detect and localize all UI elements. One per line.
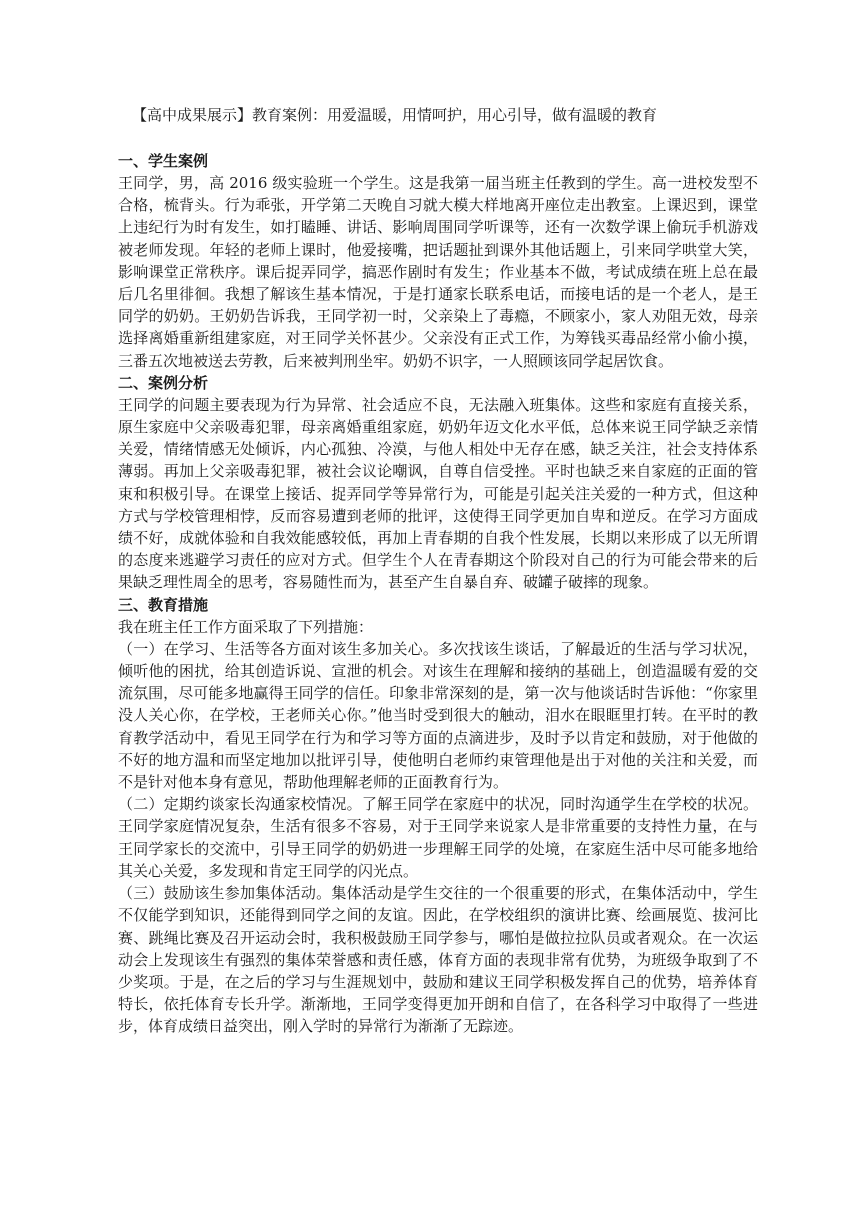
document-page (118, 104, 758, 1038)
paragraph: （三）鼓励该生参加集体活动。集体活动是学生交往的一个很重要的形式，在集体活动中，学生不仅能学到知识，还能得到同学之间的友谊。因此，在学校组织的演讲比赛、绘画展览、拔河比赛、跳绳比赛及召开运动会时，我积极鼓励王同学参与，哪怕是做拉拉队员或者观众。在一次运动会上发现该生有强烈的集体荣誉感和责任感，体育方面的表现非常有优势，为班级争取到了不少奖项。于是，在之后的学习与生涯规划中，鼓励和建议王同学积极发挥自己的优势，培养体育特长，依托体育专长升学。渐渐地，王同学变得更加开朗和自信了，在各科学习中取得了一些进步，体育成绩日益突出，刚入学时的异常行为渐渐了无踪迹。 (118, 884, 758, 1036)
paragraph: （二）定期约谈家长沟通家校情况。了解王同学在家庭中的状况，同时沟通学生在学校的状况。王同学家庭情况复杂，生活有很多不容易，对于王同学来说家人是非常重要的支持性力量，在与王同学家长的交流中，引导王同学的奶奶进一步理解王同学的处境，在家庭生活中尽可能多地给其关心关爱，多发现和肯定王同学的闪光点。 (118, 795, 758, 880)
document-title: 【高中成果展示】教育案例：用爱温暖，用情呵护，用心引导，做有温暖的教育 (132, 106, 658, 124)
paragraph: 王同学，男，高 2016 级实验班一个学生。这是我第一届当班主任教到的学生。高一进校发型不合格，梳背头。行为乖张，开学第二天晚自习就大模大样地离开座位走出教室。上课迟到，课堂上违纪行为时有发生，如打瞌睡、讲话、影响周围同学听课等，还有一次数学课上偷玩手机游戏被老师发现。年轻的老师上课时，他爱接嘴，把话题扯到课外其他话题上，引来同学哄堂大笑，影响课堂正常秩序。课后捉弄同学，搞恶作剧时有发生；作业基本不做，考试成绩在班上总在最后几名里徘徊。我想了解该生基本情况，于是打通家长联系电话，而接电话的是一个老人，是王同学的奶奶。王奶奶告诉我，王同学初一时，父亲染上了毒瘾，不顾家小，家人劝阻无效，母亲选择离婚重新组建家庭，对王同学关怀甚少。父亲没有正式工作，为筹钱买毒品经常小偷小摸，三番五次地被送去劳教，后来被判刑坐牢。奶奶不识字，一人照顾该同学起居饮食。 (118, 174, 758, 370)
paragraph: （一）在学习、生活等各方面对该生多加关心。多次找该生谈话，了解最近的生活与学习状况，倾听他的困扰，给其创造诉说、宣泄的机会。对该生在理解和接纳的基础上，创造温暖有爱的交流氛围，尽可能多地赢得王同学的信任。印象非常深刻的是，第一次与他谈话时告诉他：“你家里没人关心你，在学校，王老师关心你。”他当时受到很大的触动，泪水在眼眶里打转。在平时的教育教学活动中，看见王同学在行为和学习等方面的点滴进步，及时予以肯定和鼓励，对于他做的不好的地方温和而坚定地加以批评引导，使他明白老师约束管理他是出于对他的关注和关爱，而不是针对他本身有意见，帮助他理解老师的正面教育行为。 (118, 639, 758, 792)
paragraph: 王同学的问题主要表现为行为异常、社会适应不良，无法融入班集体。这些和家庭有直接关系，原生家庭中父亲吸毒犯罪，母亲离婚重组家庭，奶奶年迈文化水平低，总体来说王同学缺乏亲情关爱，情绪情感无处倾诉，内心孤独、冷漠，与他人相处中无存在感，缺乏关注，社会支持体系薄弱。再加上父亲吸毒犯罪，被社会议论嘲讽，自尊自信受挫。平时也缺乏来自家庭的正面的管束和积极引导。在课堂上接话、捉弄同学等异常行为，可能是引起关注关爱的一种方式，但这种方式与学校管理相悖，反而容易遭到老师的批评，这使得王同学更加自卑和逆反。在学习方面成绩不好，成就体验和自我效能感较低，再加上青春期的自我个性发展，长期以来形成了以无所谓的态度来逃避学习责任的应对方式。但学生个人在青春期这个阶段对自己的行为可能会带来的后果缺乏理性周全的思考，容易随性而为，甚至产生自暴自弃、破罐子破摔的现象。 (118, 395, 758, 592)
section-heading: 二、案例分析 (118, 373, 209, 392)
section-education-measures (118, 594, 758, 1038)
section-heading: 一、学生案例 (118, 152, 209, 170)
section-student-case (118, 150, 758, 372)
section-case-analysis (118, 372, 758, 594)
section-heading: 三、教育措施 (118, 595, 209, 614)
paragraph: 我在班主任工作方面采取了下列措施： (118, 617, 374, 636)
